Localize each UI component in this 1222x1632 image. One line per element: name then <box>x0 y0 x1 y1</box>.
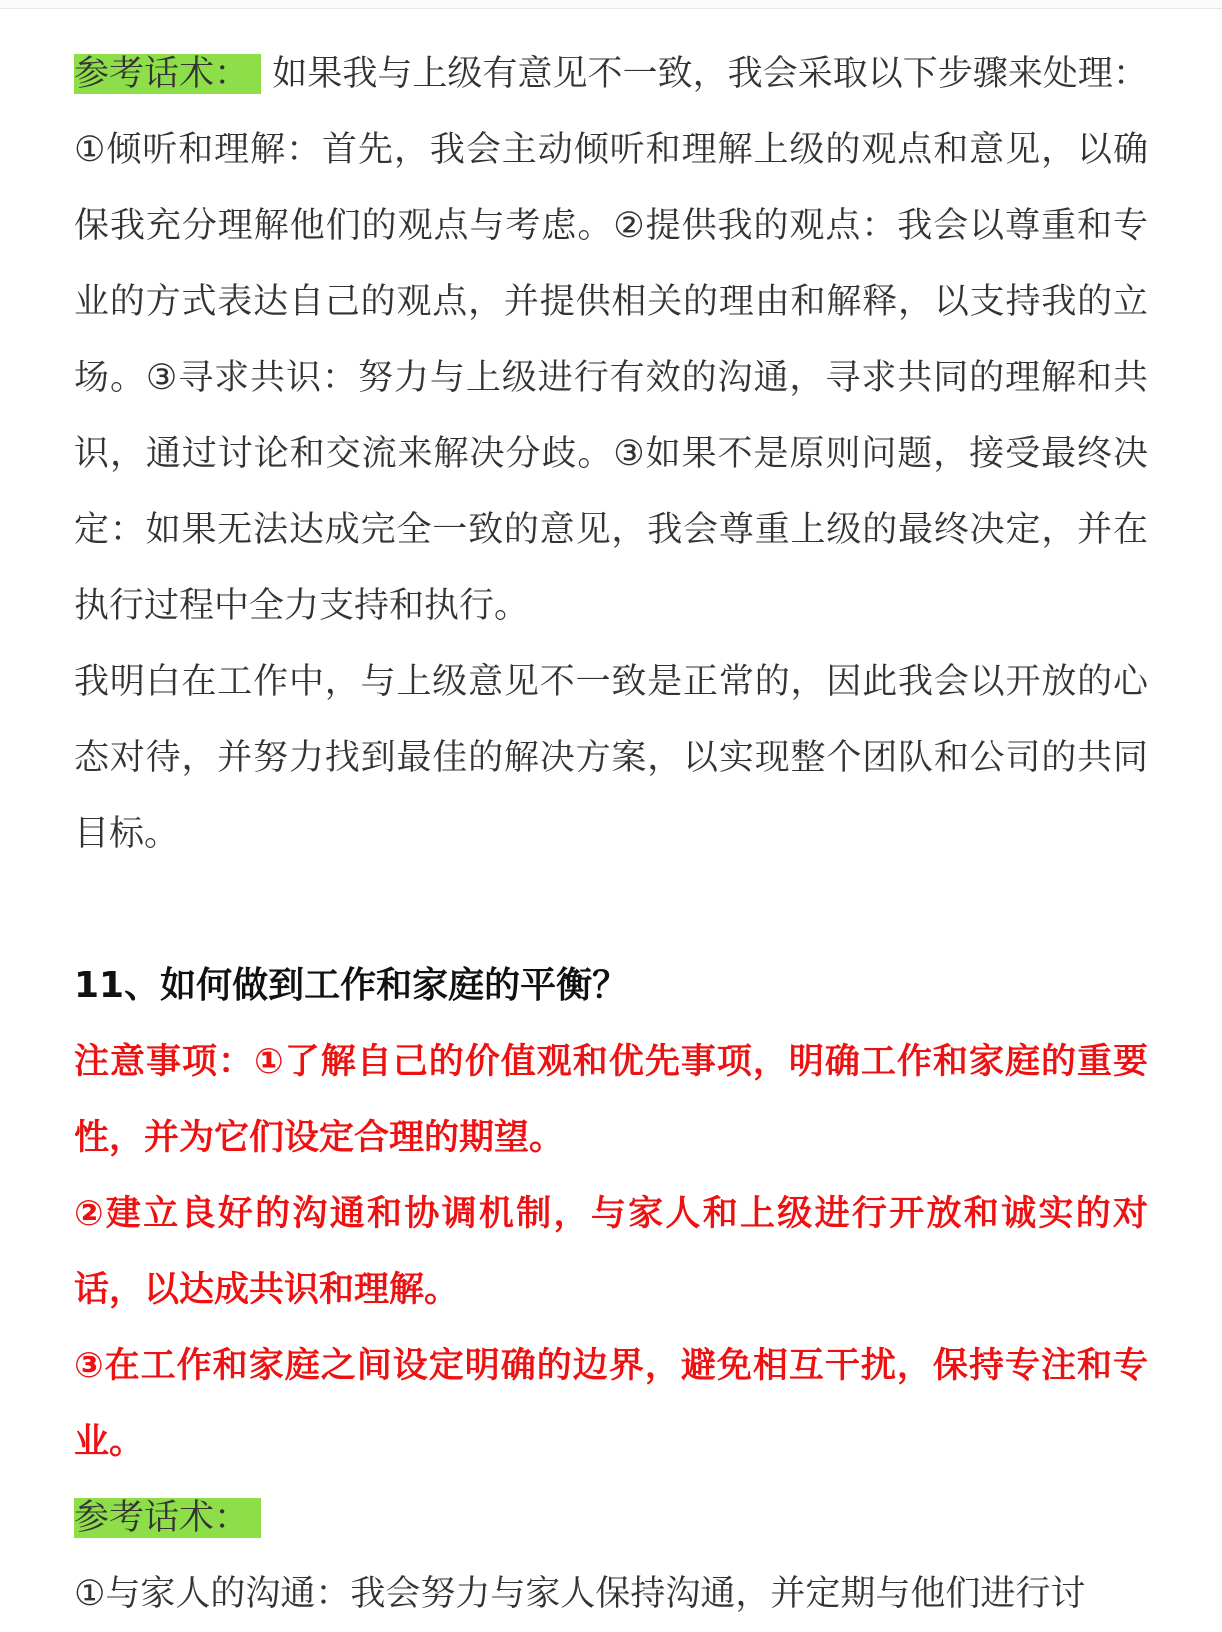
note-item-3: ③在工作和家庭之间设定明确的边界，避免相互干扰，保持专注和专业。 <box>74 1346 1148 1462</box>
closing-paragraph: 我明白在工作中，与上级意见不一致是正常的，因此我会以开放的心态对待，并努力找到最佳的解决方案，以实现整个团队和公司的共同目标。 <box>74 662 1148 854</box>
previous-answer-paragraph <box>74 36 1148 644</box>
question-heading: 11、如何做到工作和家庭的平衡？ <box>74 965 629 1006</box>
note-item-1: 注意事项：①了解自己的价值观和优先事项，明确工作和家庭的重要性，并为它们设定合理的期望。 <box>74 1042 1148 1158</box>
article-content <box>74 36 1148 1632</box>
note-item-2: ②建立良好的沟通和协调机制，与家人和上级进行开放和诚实的对话，以达成共识和理解。 <box>74 1194 1148 1310</box>
reference-script-heading <box>74 1480 1148 1556</box>
reference-script-label: 参考话术： <box>74 54 261 94</box>
top-divider <box>0 0 1222 9</box>
reference-answer-text: 如果我与上级有意见不一致，我会采取以下步骤来处理：①倾听和理解：首先，我会主动倾听和理解上级的观点和意见，以确保我充分理解他们的观点与考虑。②提供我的观点：我会以尊重和专业的方式表达自己的观点，并提供相关的理由和解释，以支持我的立场。③寻求共识：努力与上级进行有效的沟通，寻求共同的理解和共识，通过讨论和交流来解决分歧。③如果不是原则问题，接受最终决定：如果无法达成完全一致的意见，我会尊重上级的最终决定，并在执行过程中全力支持和执行。 <box>74 54 1148 626</box>
answer-paragraph: ①与家人的沟通：我会努力与家人保持沟通，并定期与他们进行讨 <box>74 1574 1086 1614</box>
reference-script-label: 参考话术： <box>74 1498 261 1538</box>
